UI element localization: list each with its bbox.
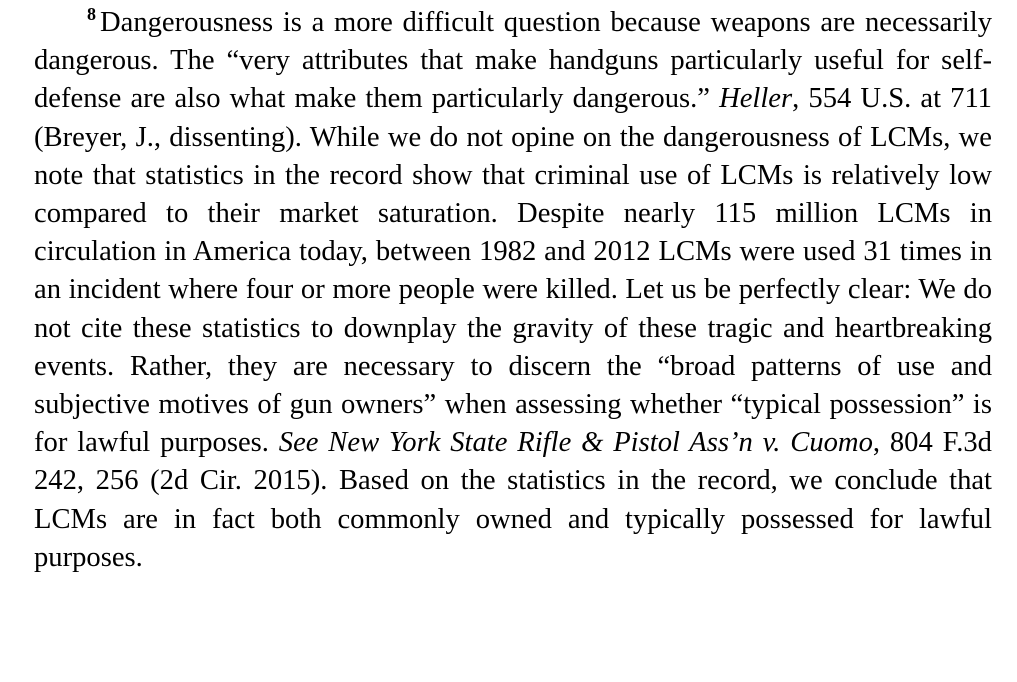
- case-citation-cuomo: See New York State Rifle & Pistol Ass’n v. Cuomo: [278, 427, 873, 459]
- footnote-text: , 554 U.S. at 711 (Breyer, J., dissenting). While we do not opine on the dangerousness of LCMs, we note that statistics in the record show that criminal use of LCMs is relatively low compared to their market saturation. Despite nearly 115 million LCMs in circulation in America today, between 1982 and 2012 LCMs were used 31 times in an incident where four or more people were killed. Let us be perfectly clear: We do not cite these statistics to downplay the gravity of these tragic and heartbreaking events. Rather, they are necessary to discern the “broad patterns of use and subjective motives of gun owners” when assessing whether “typical possession” is for lawful purposes.: [34, 83, 992, 459]
- case-citation-heller: Heller: [719, 83, 793, 115]
- footnote-paragraph: [34, 4, 992, 577]
- footnote-number: 8: [87, 4, 96, 24]
- footnote-text: , 804 F.3d 242, 256 (2d Cir. 2015). Based on the statistics in the record, we conclude that LCMs are in fact both commonly owned and typically possessed for lawful purposes.: [34, 427, 992, 573]
- footnote-text: Dangerousness is a more difficult question because weapons are necessarily dangerous. The “very attributes that make handguns particularly useful for self-defense are also what make them particularly dangerous.”: [34, 7, 992, 115]
